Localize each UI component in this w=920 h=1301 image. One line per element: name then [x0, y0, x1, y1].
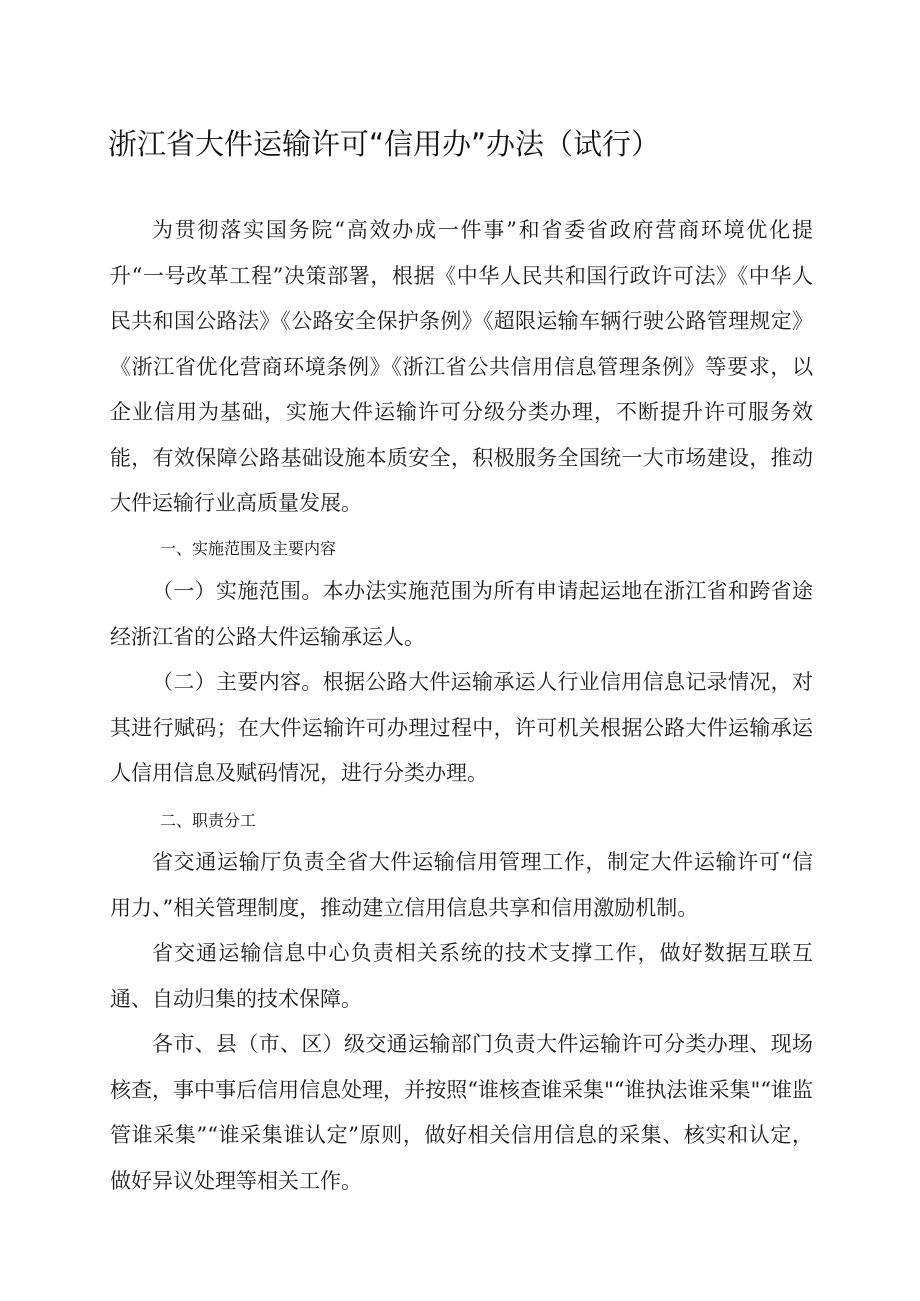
scope-paragraph: （一）实施范围。本办法实施范围为所有申请起运地在浙江省和跨省途经浙江省的公路大件运输承运人。 [110, 579, 813, 649]
section-heading-scope: 一、实施范围及主要内容 [160, 539, 337, 558]
intro-paragraph: 为贯彻落实国务院“高效办成一件事”和省委省政府营商环境优化提升“一号改革工程”决策部署，根据《中华人民共和国行政许可法》《中华人民共和国公路法》《公路安全保护条例》《超限运输车辆行驶公路管理规定》《浙江省优化营商环境条例》《浙江省公共信用信息管理条例》等要求，以企业信用为基础，实施大件运输许可分级分类办理，不断提升许可服务效能，有效保障公路基础设施本质安全，积极服务全国统一大市场建设，推动大件运输行业高质量发展。 [110, 218, 813, 515]
content-paragraph: （二）主要内容。根据公路大件运输承运人行业信用信息记录情况，对其进行赋码；在大件运输许可办理过程中，许可机关根据公路大件运输承运人信用信息及赋码情况，进行分类办理。 [110, 670, 813, 785]
document-title: 浙江省大件运输许可“信用办”办法（试行） [108, 127, 661, 161]
duty-paragraph-province: 省交通运输厅负责全省大件运输信用管理工作，制定大件运输许可“信用力、”相关管理制度，推动建立信用信息共享和信用激励机制。 [110, 850, 813, 920]
section-heading-duties: 二、职责分工 [160, 811, 257, 830]
duty-paragraph-local: 各市、县（市、区）级交通运输部门负责大件运输许可分类办理、现场核查，事中事后信用信息处理，并按照“谁核查谁采集"“谁执法谁采集"“谁监管谁采集”“谁采集谁认定”原则，做好相关信用信息的采集、核实和认定，做好异议处理等相关工作。 [110, 1032, 813, 1193]
duty-paragraph-info-center: 省交通运输信息中心负责相关系统的技术支撑工作，做好数据互联互通、自动归集的技术保障。 [110, 941, 813, 1011]
